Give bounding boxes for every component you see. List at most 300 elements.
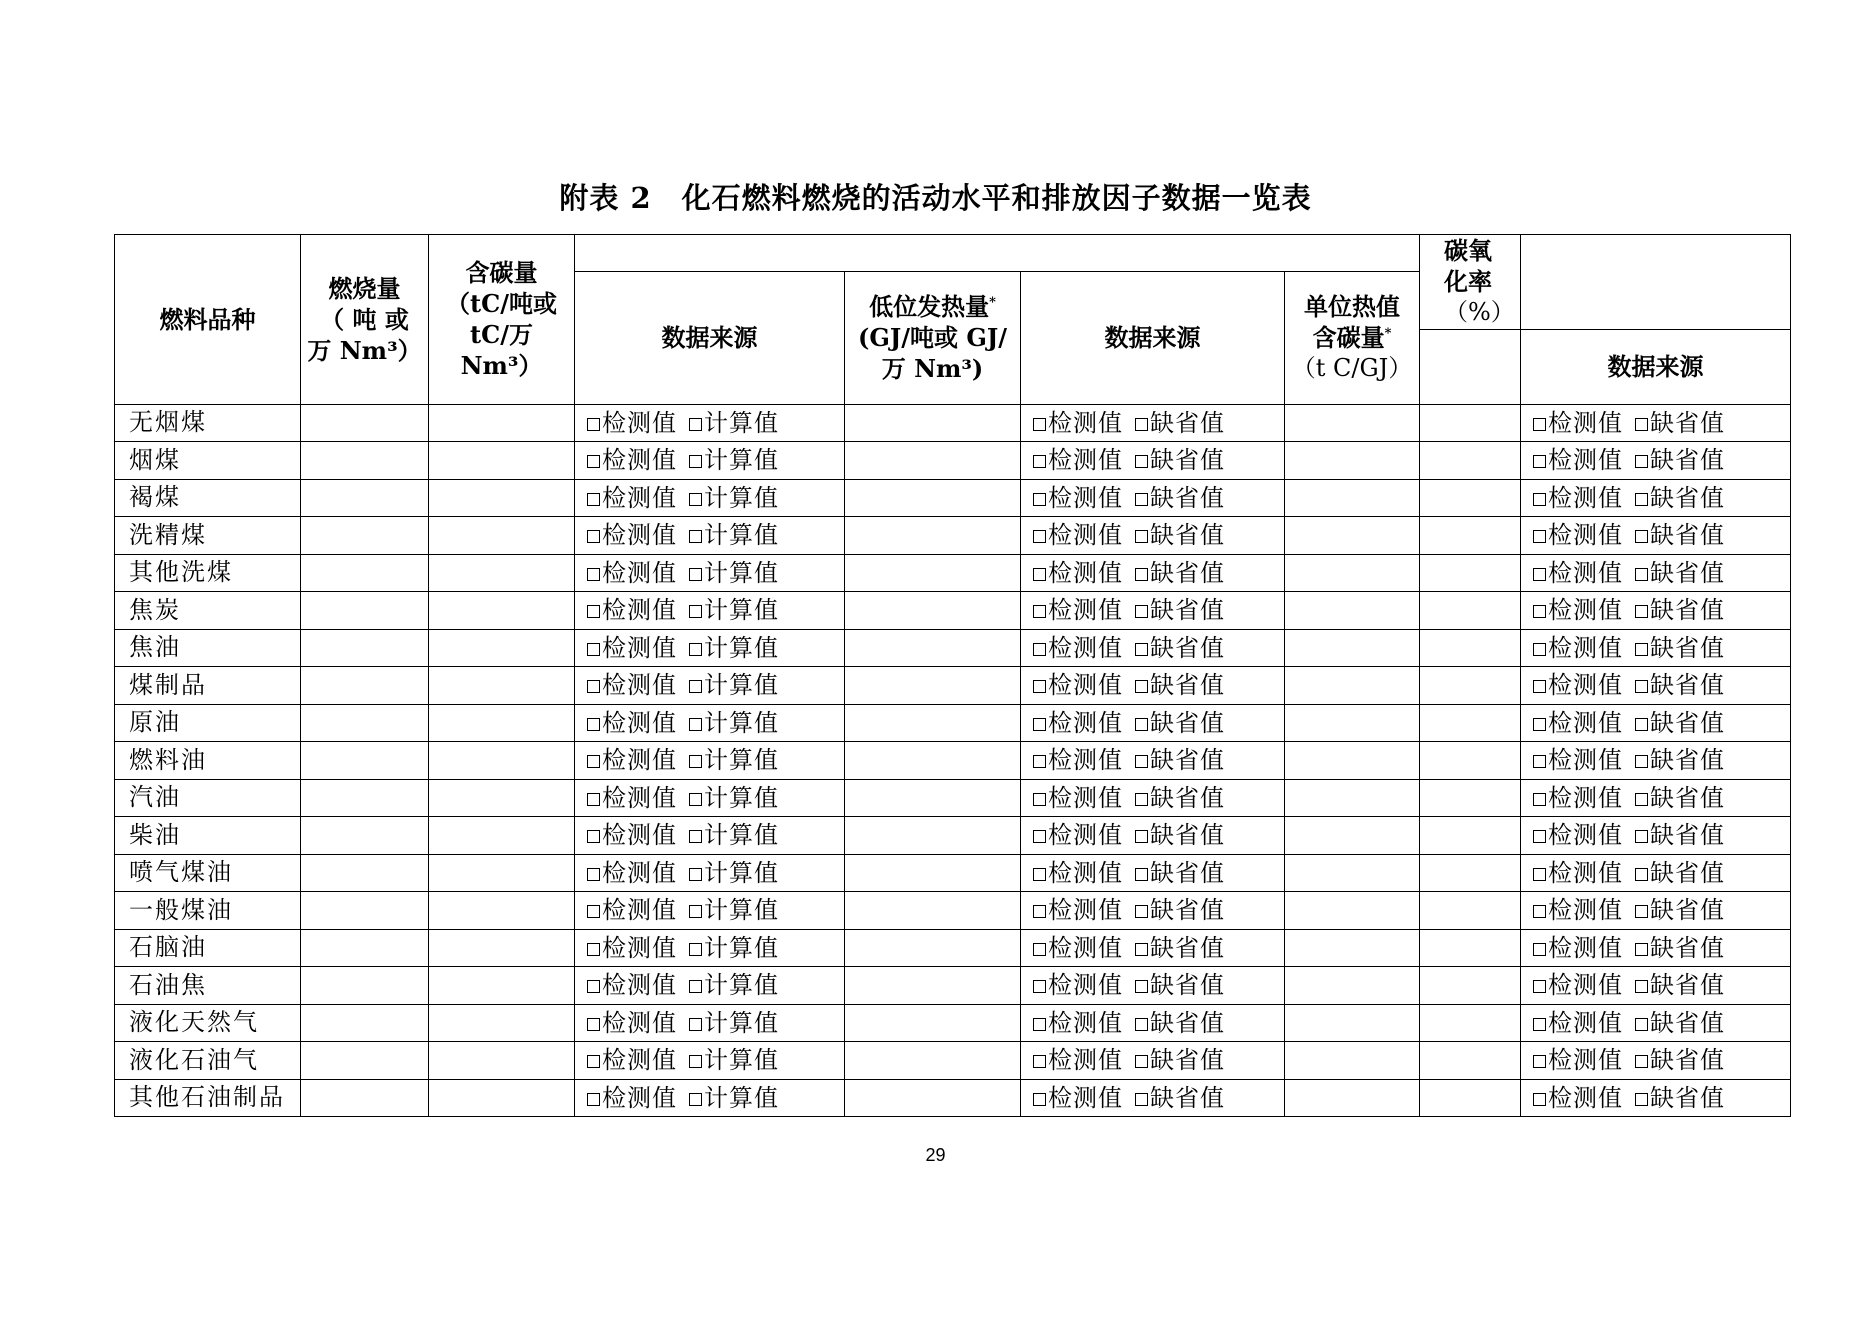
option-measured[interactable]: 检测值 <box>587 408 677 439</box>
oxidation-rate-cell[interactable] <box>1420 479 1521 517</box>
checkbox-icon[interactable] <box>1533 455 1546 468</box>
oxidation-rate-cell[interactable] <box>1420 554 1521 592</box>
combustion-amount-cell[interactable] <box>301 667 429 705</box>
combustion-amount-cell[interactable] <box>301 1079 429 1117</box>
checkbox-icon[interactable] <box>1533 530 1546 543</box>
carbon-content-cell[interactable] <box>429 854 575 892</box>
checkbox-icon[interactable] <box>1533 680 1546 693</box>
checkbox-icon[interactable] <box>1033 980 1046 993</box>
option-default[interactable]: 缺省值 <box>1635 858 1725 889</box>
checkbox-icon[interactable] <box>587 980 600 993</box>
checkbox-icon[interactable] <box>587 418 600 431</box>
checkbox-icon[interactable] <box>587 530 600 543</box>
ncv-cell[interactable] <box>845 517 1021 555</box>
option-calculated[interactable]: 计算值 <box>689 520 779 551</box>
checkbox-icon[interactable] <box>1533 605 1546 618</box>
option-calculated[interactable]: 计算值 <box>689 970 779 1001</box>
oxidation-rate-cell[interactable] <box>1420 517 1521 555</box>
carbon-content-cell[interactable] <box>429 1004 575 1042</box>
option-default[interactable]: 缺省值 <box>1635 783 1725 814</box>
combustion-amount-cell[interactable] <box>301 817 429 855</box>
checkbox-icon[interactable] <box>1135 418 1148 431</box>
checkbox-icon[interactable] <box>1135 868 1148 881</box>
oxidation-rate-cell[interactable] <box>1420 1079 1521 1117</box>
unit-carbon-cell[interactable] <box>1285 667 1420 705</box>
checkbox-icon[interactable] <box>587 905 600 918</box>
carbon-content-cell[interactable] <box>429 479 575 517</box>
option-measured[interactable]: 检测值 <box>1033 445 1123 476</box>
option-default[interactable]: 缺省值 <box>1135 745 1225 776</box>
option-measured[interactable]: 检测值 <box>587 1045 677 1076</box>
option-default[interactable]: 缺省值 <box>1635 970 1725 1001</box>
option-measured[interactable]: 检测值 <box>587 708 677 739</box>
checkbox-icon[interactable] <box>587 493 600 506</box>
oxidation-rate-cell[interactable] <box>1420 854 1521 892</box>
checkbox-icon[interactable] <box>1635 755 1648 768</box>
checkbox-icon[interactable] <box>587 718 600 731</box>
checkbox-icon[interactable] <box>1135 980 1148 993</box>
checkbox-icon[interactable] <box>1635 905 1648 918</box>
checkbox-icon[interactable] <box>689 755 702 768</box>
option-default[interactable]: 缺省值 <box>1635 1045 1725 1076</box>
checkbox-icon[interactable] <box>1533 830 1546 843</box>
checkbox-icon[interactable] <box>1635 830 1648 843</box>
option-measured[interactable]: 检测值 <box>1033 745 1123 776</box>
option-measured[interactable]: 检测值 <box>587 633 677 664</box>
option-measured[interactable]: 检测值 <box>587 933 677 964</box>
unit-carbon-cell[interactable] <box>1285 929 1420 967</box>
checkbox-icon[interactable] <box>1635 1018 1648 1031</box>
option-default[interactable]: 缺省值 <box>1135 895 1225 926</box>
option-measured[interactable]: 检测值 <box>1533 1008 1623 1039</box>
checkbox-icon[interactable] <box>1033 568 1046 581</box>
checkbox-icon[interactable] <box>587 1093 600 1106</box>
oxidation-rate-cell[interactable] <box>1420 779 1521 817</box>
checkbox-icon[interactable] <box>689 493 702 506</box>
unit-carbon-cell[interactable] <box>1285 517 1420 555</box>
ncv-cell[interactable] <box>845 854 1021 892</box>
checkbox-icon[interactable] <box>689 718 702 731</box>
option-calculated[interactable]: 计算值 <box>689 670 779 701</box>
option-measured[interactable]: 检测值 <box>1033 483 1123 514</box>
carbon-content-cell[interactable] <box>429 667 575 705</box>
option-measured[interactable]: 检测值 <box>1533 520 1623 551</box>
option-measured[interactable]: 检测值 <box>587 783 677 814</box>
option-default[interactable]: 缺省值 <box>1135 483 1225 514</box>
option-default[interactable]: 缺省值 <box>1635 745 1725 776</box>
checkbox-icon[interactable] <box>1635 980 1648 993</box>
checkbox-icon[interactable] <box>689 905 702 918</box>
option-measured[interactable]: 检测值 <box>1033 1083 1123 1114</box>
ncv-cell[interactable] <box>845 404 1021 442</box>
unit-carbon-cell[interactable] <box>1285 1042 1420 1080</box>
checkbox-icon[interactable] <box>1635 568 1648 581</box>
unit-carbon-cell[interactable] <box>1285 1079 1420 1117</box>
checkbox-icon[interactable] <box>1135 530 1148 543</box>
checkbox-icon[interactable] <box>1533 568 1546 581</box>
checkbox-icon[interactable] <box>1135 455 1148 468</box>
checkbox-icon[interactable] <box>1533 980 1546 993</box>
option-calculated[interactable]: 计算值 <box>689 558 779 589</box>
option-calculated[interactable]: 计算值 <box>689 445 779 476</box>
combustion-amount-cell[interactable] <box>301 929 429 967</box>
checkbox-icon[interactable] <box>689 455 702 468</box>
combustion-amount-cell[interactable] <box>301 442 429 480</box>
option-default[interactable]: 缺省值 <box>1135 933 1225 964</box>
checkbox-icon[interactable] <box>587 643 600 656</box>
option-default[interactable]: 缺省值 <box>1135 970 1225 1001</box>
checkbox-icon[interactable] <box>587 943 600 956</box>
checkbox-icon[interactable] <box>587 830 600 843</box>
carbon-content-cell[interactable] <box>429 817 575 855</box>
option-measured[interactable]: 检测值 <box>587 558 677 589</box>
checkbox-icon[interactable] <box>1635 1055 1648 1068</box>
option-measured[interactable]: 检测值 <box>587 483 677 514</box>
carbon-content-cell[interactable] <box>429 592 575 630</box>
oxidation-rate-cell[interactable] <box>1420 404 1521 442</box>
checkbox-icon[interactable] <box>1533 418 1546 431</box>
checkbox-icon[interactable] <box>587 1018 600 1031</box>
combustion-amount-cell[interactable] <box>301 554 429 592</box>
checkbox-icon[interactable] <box>1635 943 1648 956</box>
combustion-amount-cell[interactable] <box>301 854 429 892</box>
option-measured[interactable]: 检测值 <box>587 820 677 851</box>
unit-carbon-cell[interactable] <box>1285 592 1420 630</box>
checkbox-icon[interactable] <box>1635 680 1648 693</box>
unit-carbon-cell[interactable] <box>1285 629 1420 667</box>
checkbox-icon[interactable] <box>1135 605 1148 618</box>
option-default[interactable]: 缺省值 <box>1135 445 1225 476</box>
oxidation-rate-cell[interactable] <box>1420 967 1521 1005</box>
option-measured[interactable]: 检测值 <box>1033 970 1123 1001</box>
unit-carbon-cell[interactable] <box>1285 479 1420 517</box>
checkbox-icon[interactable] <box>1135 830 1148 843</box>
checkbox-icon[interactable] <box>1135 755 1148 768</box>
checkbox-icon[interactable] <box>1033 605 1046 618</box>
ncv-cell[interactable] <box>845 1042 1021 1080</box>
checkbox-icon[interactable] <box>1533 718 1546 731</box>
carbon-content-cell[interactable] <box>429 629 575 667</box>
option-measured[interactable]: 检测值 <box>1533 783 1623 814</box>
option-default[interactable]: 缺省值 <box>1635 520 1725 551</box>
carbon-content-cell[interactable] <box>429 967 575 1005</box>
checkbox-icon[interactable] <box>1135 943 1148 956</box>
option-default[interactable]: 缺省值 <box>1635 445 1725 476</box>
checkbox-icon[interactable] <box>1033 755 1046 768</box>
checkbox-icon[interactable] <box>689 868 702 881</box>
unit-carbon-cell[interactable] <box>1285 404 1420 442</box>
option-measured[interactable]: 检测值 <box>1033 1008 1123 1039</box>
checkbox-icon[interactable] <box>689 1018 702 1031</box>
ncv-cell[interactable] <box>845 667 1021 705</box>
option-measured[interactable]: 检测值 <box>1533 408 1623 439</box>
checkbox-icon[interactable] <box>1635 455 1648 468</box>
checkbox-icon[interactable] <box>1135 718 1148 731</box>
checkbox-icon[interactable] <box>1635 493 1648 506</box>
oxidation-rate-cell[interactable] <box>1420 592 1521 630</box>
checkbox-icon[interactable] <box>1033 830 1046 843</box>
unit-carbon-cell[interactable] <box>1285 817 1420 855</box>
checkbox-icon[interactable] <box>689 830 702 843</box>
unit-carbon-cell[interactable] <box>1285 442 1420 480</box>
checkbox-icon[interactable] <box>1635 530 1648 543</box>
option-measured[interactable]: 检测值 <box>1533 895 1623 926</box>
ncv-cell[interactable] <box>845 779 1021 817</box>
ncv-cell[interactable] <box>845 479 1021 517</box>
unit-carbon-cell[interactable] <box>1285 1004 1420 1042</box>
option-measured[interactable]: 检测值 <box>1033 520 1123 551</box>
option-measured[interactable]: 检测值 <box>1033 595 1123 626</box>
ncv-cell[interactable] <box>845 929 1021 967</box>
unit-carbon-cell[interactable] <box>1285 967 1420 1005</box>
option-calculated[interactable]: 计算值 <box>689 595 779 626</box>
unit-carbon-cell[interactable] <box>1285 704 1420 742</box>
option-default[interactable]: 缺省值 <box>1635 633 1725 664</box>
oxidation-rate-cell[interactable] <box>1420 704 1521 742</box>
oxidation-rate-cell[interactable] <box>1420 442 1521 480</box>
carbon-content-cell[interactable] <box>429 779 575 817</box>
carbon-content-cell[interactable] <box>429 704 575 742</box>
checkbox-icon[interactable] <box>1135 568 1148 581</box>
option-measured[interactable]: 检测值 <box>1533 933 1623 964</box>
checkbox-icon[interactable] <box>689 680 702 693</box>
unit-carbon-cell[interactable] <box>1285 854 1420 892</box>
option-calculated[interactable]: 计算值 <box>689 408 779 439</box>
option-measured[interactable]: 检测值 <box>1033 708 1123 739</box>
combustion-amount-cell[interactable] <box>301 404 429 442</box>
option-measured[interactable]: 检测值 <box>1533 820 1623 851</box>
combustion-amount-cell[interactable] <box>301 892 429 930</box>
option-default[interactable]: 缺省值 <box>1135 1083 1225 1114</box>
checkbox-icon[interactable] <box>1533 1055 1546 1068</box>
checkbox-icon[interactable] <box>587 605 600 618</box>
checkbox-icon[interactable] <box>689 1055 702 1068</box>
option-measured[interactable]: 检测值 <box>587 1008 677 1039</box>
ncv-cell[interactable] <box>845 1079 1021 1117</box>
checkbox-icon[interactable] <box>1533 755 1546 768</box>
checkbox-icon[interactable] <box>689 568 702 581</box>
checkbox-icon[interactable] <box>689 1093 702 1106</box>
checkbox-icon[interactable] <box>587 568 600 581</box>
checkbox-icon[interactable] <box>1135 643 1148 656</box>
ncv-cell[interactable] <box>845 817 1021 855</box>
checkbox-icon[interactable] <box>689 980 702 993</box>
checkbox-icon[interactable] <box>1635 605 1648 618</box>
checkbox-icon[interactable] <box>1135 793 1148 806</box>
option-measured[interactable]: 检测值 <box>587 745 677 776</box>
checkbox-icon[interactable] <box>1135 1055 1148 1068</box>
option-measured[interactable]: 检测值 <box>1033 895 1123 926</box>
carbon-content-cell[interactable] <box>429 1042 575 1080</box>
carbon-content-cell[interactable] <box>429 892 575 930</box>
option-calculated[interactable]: 计算值 <box>689 820 779 851</box>
checkbox-icon[interactable] <box>1635 643 1648 656</box>
combustion-amount-cell[interactable] <box>301 629 429 667</box>
option-default[interactable]: 缺省值 <box>1635 483 1725 514</box>
option-measured[interactable]: 检测值 <box>1033 408 1123 439</box>
checkbox-icon[interactable] <box>1533 643 1546 656</box>
option-default[interactable]: 缺省值 <box>1635 408 1725 439</box>
carbon-content-cell[interactable] <box>429 742 575 780</box>
option-default[interactable]: 缺省值 <box>1635 558 1725 589</box>
oxidation-rate-cell[interactable] <box>1420 629 1521 667</box>
combustion-amount-cell[interactable] <box>301 517 429 555</box>
ncv-cell[interactable] <box>845 892 1021 930</box>
checkbox-icon[interactable] <box>1033 530 1046 543</box>
checkbox-icon[interactable] <box>1635 868 1648 881</box>
checkbox-icon[interactable] <box>1033 868 1046 881</box>
carbon-content-cell[interactable] <box>429 442 575 480</box>
checkbox-icon[interactable] <box>1635 718 1648 731</box>
checkbox-icon[interactable] <box>1533 905 1546 918</box>
option-measured[interactable]: 检测值 <box>587 858 677 889</box>
option-default[interactable]: 缺省值 <box>1635 670 1725 701</box>
unit-carbon-cell[interactable] <box>1285 892 1420 930</box>
ncv-cell[interactable] <box>845 442 1021 480</box>
checkbox-icon[interactable] <box>1533 1018 1546 1031</box>
checkbox-icon[interactable] <box>1635 793 1648 806</box>
option-measured[interactable]: 检测值 <box>1033 783 1123 814</box>
combustion-amount-cell[interactable] <box>301 479 429 517</box>
checkbox-icon[interactable] <box>1135 905 1148 918</box>
option-calculated[interactable]: 计算值 <box>689 858 779 889</box>
ncv-cell[interactable] <box>845 967 1021 1005</box>
carbon-content-cell[interactable] <box>429 404 575 442</box>
option-calculated[interactable]: 计算值 <box>689 783 779 814</box>
option-default[interactable]: 缺省值 <box>1135 708 1225 739</box>
option-default[interactable]: 缺省值 <box>1635 595 1725 626</box>
option-measured[interactable]: 检测值 <box>1533 483 1623 514</box>
ncv-cell[interactable] <box>845 742 1021 780</box>
combustion-amount-cell[interactable] <box>301 1004 429 1042</box>
option-calculated[interactable]: 计算值 <box>689 745 779 776</box>
checkbox-icon[interactable] <box>1135 680 1148 693</box>
ncv-cell[interactable] <box>845 554 1021 592</box>
option-calculated[interactable]: 计算值 <box>689 708 779 739</box>
oxidation-rate-cell[interactable] <box>1420 1042 1521 1080</box>
option-measured[interactable]: 检测值 <box>1533 595 1623 626</box>
checkbox-icon[interactable] <box>587 455 600 468</box>
checkbox-icon[interactable] <box>587 793 600 806</box>
option-measured[interactable]: 检测值 <box>587 445 677 476</box>
option-default[interactable]: 缺省值 <box>1135 633 1225 664</box>
oxidation-rate-cell[interactable] <box>1420 892 1521 930</box>
option-measured[interactable]: 检测值 <box>587 1083 677 1114</box>
checkbox-icon[interactable] <box>1033 493 1046 506</box>
option-measured[interactable]: 检测值 <box>587 670 677 701</box>
option-calculated[interactable]: 计算值 <box>689 1008 779 1039</box>
ncv-cell[interactable] <box>845 1004 1021 1042</box>
checkbox-icon[interactable] <box>1033 643 1046 656</box>
combustion-amount-cell[interactable] <box>301 592 429 630</box>
carbon-content-cell[interactable] <box>429 554 575 592</box>
carbon-content-cell[interactable] <box>429 1079 575 1117</box>
oxidation-rate-cell[interactable] <box>1420 929 1521 967</box>
option-measured[interactable]: 检测值 <box>1533 708 1623 739</box>
option-default[interactable]: 缺省值 <box>1135 408 1225 439</box>
combustion-amount-cell[interactable] <box>301 1042 429 1080</box>
ncv-cell[interactable] <box>845 704 1021 742</box>
option-measured[interactable]: 检测值 <box>587 970 677 1001</box>
checkbox-icon[interactable] <box>1033 680 1046 693</box>
option-default[interactable]: 缺省值 <box>1135 670 1225 701</box>
checkbox-icon[interactable] <box>1135 1093 1148 1106</box>
checkbox-icon[interactable] <box>1033 943 1046 956</box>
option-default[interactable]: 缺省值 <box>1635 820 1725 851</box>
combustion-amount-cell[interactable] <box>301 704 429 742</box>
checkbox-icon[interactable] <box>1033 1055 1046 1068</box>
option-default[interactable]: 缺省值 <box>1635 708 1725 739</box>
option-calculated[interactable]: 计算值 <box>689 1045 779 1076</box>
checkbox-icon[interactable] <box>1533 793 1546 806</box>
option-default[interactable]: 缺省值 <box>1135 520 1225 551</box>
option-measured[interactable]: 检测值 <box>1533 745 1623 776</box>
option-default[interactable]: 缺省值 <box>1135 1045 1225 1076</box>
checkbox-icon[interactable] <box>1135 493 1148 506</box>
checkbox-icon[interactable] <box>1033 418 1046 431</box>
checkbox-icon[interactable] <box>587 755 600 768</box>
ncv-cell[interactable] <box>845 592 1021 630</box>
option-default[interactable]: 缺省值 <box>1635 1083 1725 1114</box>
checkbox-icon[interactable] <box>1033 1093 1046 1106</box>
option-measured[interactable]: 检测值 <box>1533 558 1623 589</box>
oxidation-rate-cell[interactable] <box>1420 1004 1521 1042</box>
checkbox-icon[interactable] <box>1533 493 1546 506</box>
option-default[interactable]: 缺省值 <box>1135 858 1225 889</box>
checkbox-icon[interactable] <box>689 943 702 956</box>
oxidation-rate-cell[interactable] <box>1420 742 1521 780</box>
carbon-content-cell[interactable] <box>429 929 575 967</box>
unit-carbon-cell[interactable] <box>1285 554 1420 592</box>
option-measured[interactable]: 检测值 <box>1533 970 1623 1001</box>
option-calculated[interactable]: 计算值 <box>689 895 779 926</box>
checkbox-icon[interactable] <box>689 530 702 543</box>
option-measured[interactable]: 检测值 <box>587 895 677 926</box>
option-measured[interactable]: 检测值 <box>1533 1045 1623 1076</box>
checkbox-icon[interactable] <box>1033 905 1046 918</box>
checkbox-icon[interactable] <box>1533 868 1546 881</box>
option-measured[interactable]: 检测值 <box>1033 858 1123 889</box>
checkbox-icon[interactable] <box>587 868 600 881</box>
oxidation-rate-cell[interactable] <box>1420 817 1521 855</box>
checkbox-icon[interactable] <box>587 1055 600 1068</box>
option-default[interactable]: 缺省值 <box>1135 1008 1225 1039</box>
combustion-amount-cell[interactable] <box>301 742 429 780</box>
checkbox-icon[interactable] <box>1533 1093 1546 1106</box>
option-measured[interactable]: 检测值 <box>1033 558 1123 589</box>
carbon-content-cell[interactable] <box>429 517 575 555</box>
combustion-amount-cell[interactable] <box>301 779 429 817</box>
option-calculated[interactable]: 计算值 <box>689 483 779 514</box>
option-measured[interactable]: 检测值 <box>1533 633 1623 664</box>
oxidation-rate-cell[interactable] <box>1420 667 1521 705</box>
checkbox-icon[interactable] <box>587 680 600 693</box>
option-measured[interactable]: 检测值 <box>587 595 677 626</box>
option-calculated[interactable]: 计算值 <box>689 1083 779 1114</box>
option-measured[interactable]: 检测值 <box>1033 820 1123 851</box>
option-measured[interactable]: 检测值 <box>1533 1083 1623 1114</box>
option-calculated[interactable]: 计算值 <box>689 633 779 664</box>
option-measured[interactable]: 检测值 <box>1033 670 1123 701</box>
checkbox-icon[interactable] <box>1533 943 1546 956</box>
checkbox-icon[interactable] <box>1033 1018 1046 1031</box>
checkbox-icon[interactable] <box>1033 793 1046 806</box>
option-default[interactable]: 缺省值 <box>1135 783 1225 814</box>
checkbox-icon[interactable] <box>1135 1018 1148 1031</box>
option-measured[interactable]: 检测值 <box>587 520 677 551</box>
option-measured[interactable]: 检测值 <box>1033 633 1123 664</box>
ncv-cell[interactable] <box>845 629 1021 667</box>
